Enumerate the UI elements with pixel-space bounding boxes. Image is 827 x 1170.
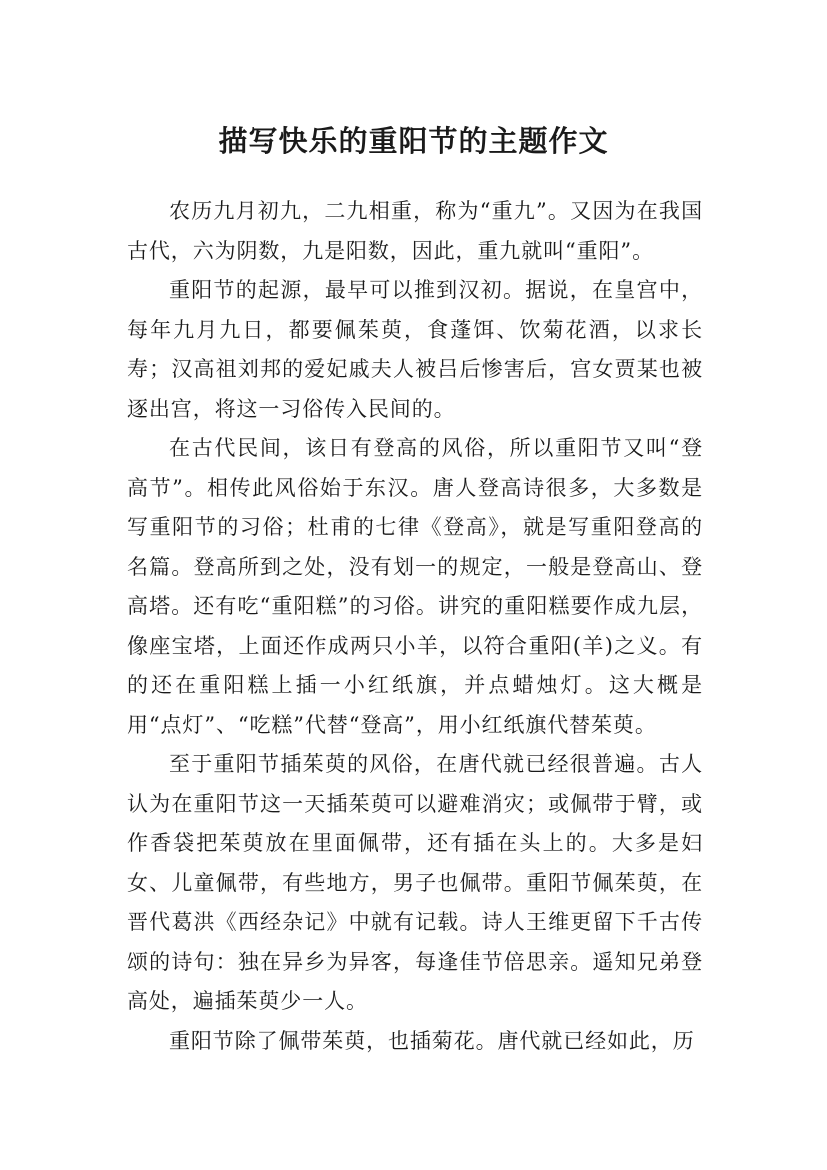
paragraph-1: 农历九月初九，二九相重，称为“重九”。又因为在我国古代，六为阴数，九是阳数，因此，重九就叫“重阳”。 (127, 199, 703, 263)
paragraph-4: 至于重阳节插茱萸的风俗，在唐代就已经很普遍。古人认为在重阳节这一天插茱萸可以避难消灾；或佩带于臂，或作香袋把茱萸放在里面佩带，还有插在头上的。大多是妇女、儿童佩带，有些地方，男子也佩带。重阳节佩茱萸，在晋代葛洪《西经杂记》中就有记载。诗人王维更留下千古传颂的诗句：独在异乡为异客，每逢佳节倍思亲。遥知兄弟登高处，遍插茱萸少一人。 (127, 752, 703, 1013)
page-title: 描写快乐的重阳节的主题作文 (218, 124, 609, 159)
paragraph-2: 重阳节的起源，最早可以推到汉初。据说，在皇宫中，每年九月九日，都要佩茱萸，食蓬饵、饮菊花酒，以求长寿；汉高祖刘邦的爱妃戚夫人被吕后惨害后，宫女贾某也被逐出宫，将这一习俗传入民间的。 (127, 278, 703, 421)
paragraph-5: 重阳节除了佩带茱萸，也插菊花。唐代就已经如此，历 (169, 1028, 695, 1053)
paragraph-3: 在古代民间，该日有登高的风俗，所以重阳节又叫“登高节”。相传此风俗始于东汉。唐人登高诗很多，大多数是写重阳节的习俗；杜甫的七律《登高》，就是写重阳登高的名篇。登高所到之处，没有划一的规定，一般是登高山、登高塔。还有吃“重阳糕”的习俗。讲究的重阳糕要作成九层，像座宝塔，上面还作成两只小羊，以符合重阳(羊)之义。有的还在重阳糕上插一小红纸旗，并点蜡烛灯。这大概是用“点灯”、“吃糕”代替“登高”，用小红纸旗代替茱萸。 (127, 436, 703, 737)
document-body (127, 192, 703, 1061)
